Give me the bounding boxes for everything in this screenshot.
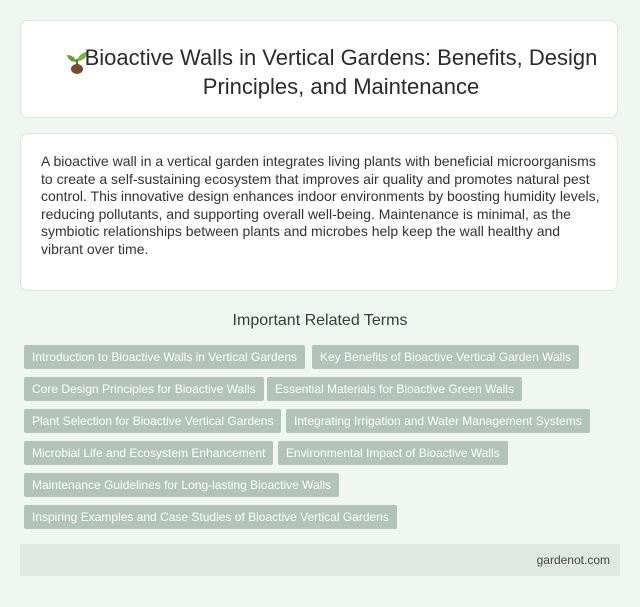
page-title: Bioactive Walls in Vertical Gardens: Benefits, Design Principles, and Maintenance [84,45,598,99]
related-term-tag[interactable]: Maintenance Guidelines for Long-lasting Bioactive Walls [24,473,339,497]
intro-paragraph: A bioactive wall in a vertical garden integrates living plants with beneficial microorganisms to create a self-sustaining ecosystem that improves air quality and promotes natural pest control. This innovative design enhances indoor environments by boosting humidity levels, reducing pollutants, and supporting overall well-being. Maintenance is minimal, as the symbiotic relationships between plants and microbes help keep the wall healthy and vibrant over time. [41,153,600,257]
related-term-tag[interactable]: Microbial Life and Ecosystem Enhancement [24,441,273,465]
related-term-tag[interactable]: Plant Selection for Bioactive Vertical Gardens [24,409,281,433]
related-term-tag[interactable]: Essential Materials for Bioactive Green Walls [267,377,522,401]
footer-site-link[interactable]: gardenot.com [536,553,610,567]
related-term-tag[interactable]: Integrating Irrigation and Water Management Systems [286,409,590,433]
title-card [20,20,618,118]
related-term-tag[interactable]: Key Benefits of Bioactive Vertical Garden Walls [312,345,579,369]
intro-card [20,133,618,291]
related-term-tag[interactable]: Core Design Principles for Bioactive Walls [24,377,264,401]
related-term-tag[interactable]: Inspiring Examples and Case Studies of Bioactive Vertical Gardens [24,505,397,529]
footer [20,544,620,576]
related-term-tag[interactable]: Introduction to Bioactive Walls in Vertical Gardens [24,345,305,369]
related-term-tag[interactable]: Environmental Impact of Bioactive Walls [278,441,508,465]
related-terms-heading: Important Related Terms [232,312,408,329]
